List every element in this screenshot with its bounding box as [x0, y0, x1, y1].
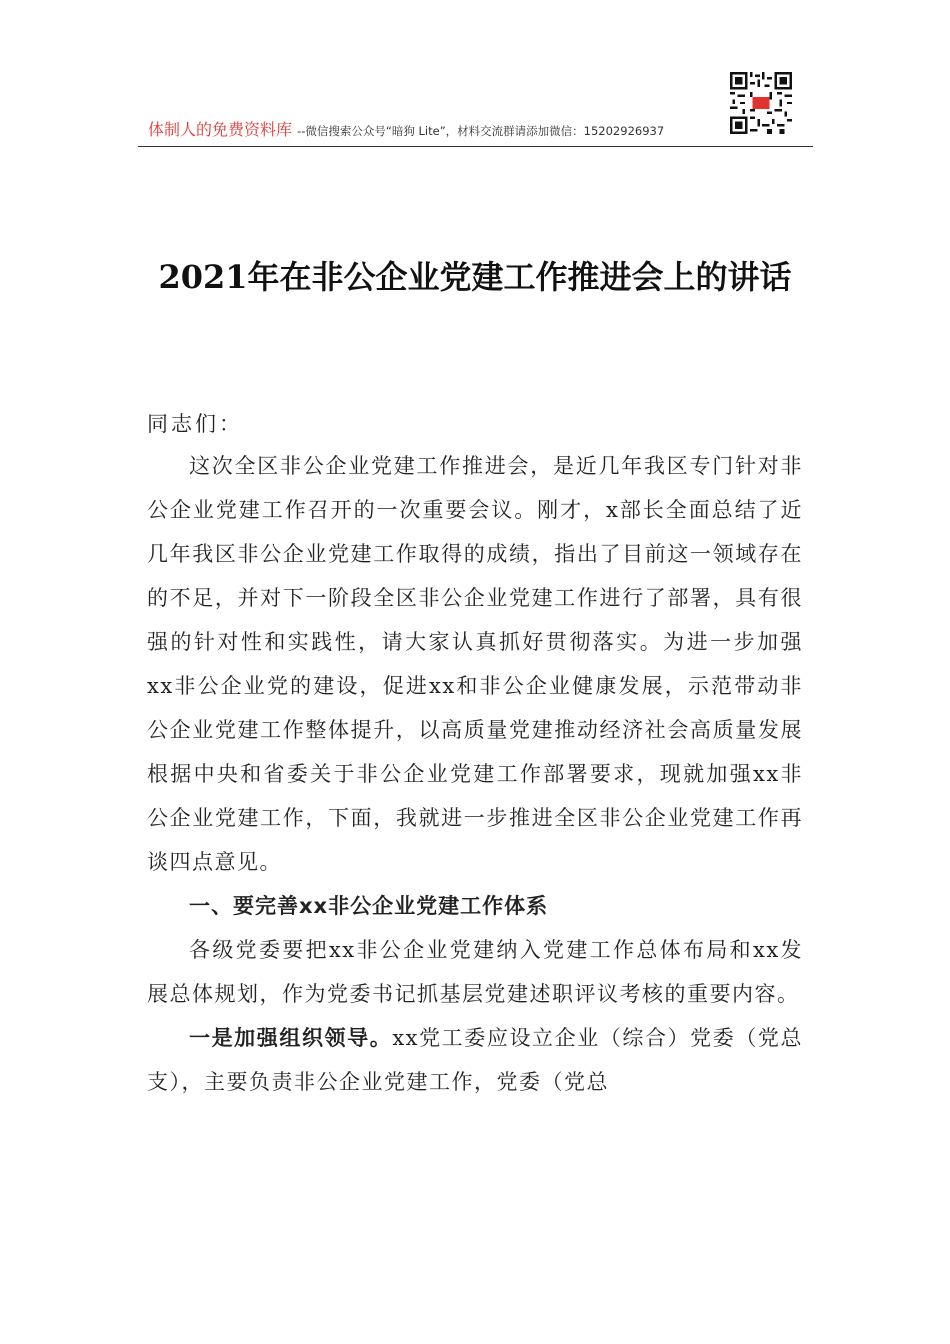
header-slogan: --微信搜索公众号“暗狗 Lite”，材料交流群请添加微信：15202926937 — [297, 124, 665, 138]
paragraph-system: 各级党委要把xx非公企业党建纳入党建工作总体布局和xx发展总体规划，作为党委书记抓基层党建述职评议考核的重要内容。 — [147, 938, 803, 1006]
document-body — [147, 444, 803, 1104]
paragraph-leadership — [147, 1016, 803, 1104]
page-header — [138, 70, 813, 147]
header-banner — [148, 117, 664, 140]
salutation: 同志们： — [147, 412, 243, 436]
section-heading-1: 一、要完善xx非公企业党建工作体系 — [189, 894, 549, 918]
paragraph-leadership-text: xx党工委应设立企业（综合）党委（党总支），主要负责非公企业党建工作，党委（党总 — [147, 1026, 804, 1094]
document-title: 2021年在非公企业党建工作推进会上的讲话 — [158, 258, 792, 296]
paragraph-intro: 这次全区非公企业党建工作推进会，是近几年我区专门针对非公企业党建工作召开的一次重要会议。刚才，x部长全面总结了近几年我区非公企业党建工作取得的成绩，指出了目前这一领域存在的不足，并对下一阶段全区非公企业党建工作进行了部署，具有很强的针对性和实践性，请大家认真抓好贯彻落实。为进一步加强xx非公企业党的建设，促进xx和非公企业健康发展，示范带动非公企业党建工作整体提升，以高质量党建推动经济社会高质量发展根据中央和省委关于非公企业党建工作部署要求，现就加强xx非公企业党建工作，下面，我就进一步推进全区非公企业党建工作再谈四点意见。 — [147, 454, 803, 874]
qr-code-icon — [730, 72, 792, 134]
paragraph-lead-phrase: 一是加强组织领导。 — [189, 1026, 393, 1050]
header-brand: 体制人的免费资料库 — [148, 120, 293, 139]
